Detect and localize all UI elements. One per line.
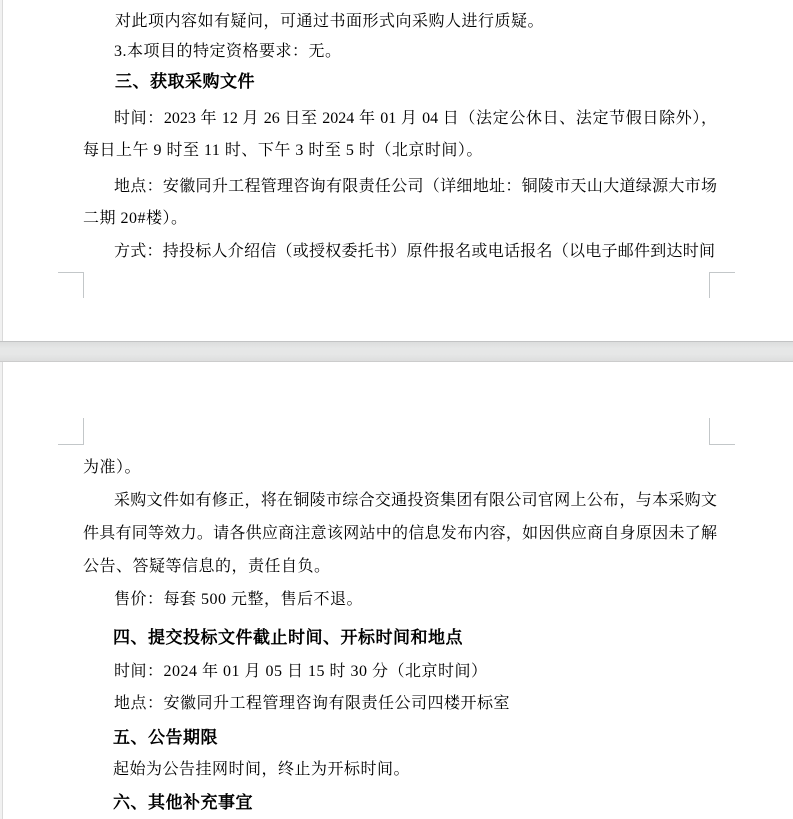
section-heading: 四、提交投标文件截止时间、开标时间和地点 [113,628,463,647]
text-line: 方式：持投标人介绍信（或授权委托书）原件报名或电话报名（以电子邮件到达时间 [114,243,715,260]
text-line: 二期 20#楼）。 [83,210,188,227]
text-line: 时间：2023 年 12 月 26 日至 2024 年 01 月 04 日（法定公休日、法定节假日除外）， [114,110,717,127]
text-line: 每日上午 9 时至 11 时、下午 3 时至 5 时（北京时间）。 [83,142,483,159]
text-line: 件具有同等效力。请各供应商注意该网站中的信息发布内容，如因供应商自身原因未了解 [83,525,717,542]
section-heading: 六、其他补充事宜 [113,793,253,812]
margin-corner-mark [58,444,84,445]
text-line: 采购文件如有修正，将在铜陵市综合交通投资集团有限公司官网上公布，与本采购文 [114,492,717,509]
text-line: 售价：每套 500 元整，售后不退。 [114,591,364,608]
margin-corner-mark [709,272,735,273]
section-heading: 三、获取采购文件 [115,72,255,91]
margin-corner-mark [709,418,710,445]
margin-corner-mark [709,444,735,445]
text-line: 起始为公告挂网时间，终止为开标时间。 [113,761,411,778]
margin-corner-mark [709,272,710,298]
text-line: 时间：2024 年 01 月 05 日 15 时 30 分（北京时间） [114,663,488,680]
margin-corner-mark [58,272,84,273]
workspace-left-gutter [0,0,3,819]
text-line: 为准）。 [83,459,142,476]
page-break-separator [0,341,793,362]
text-line: 对此项内容如有疑问，可通过书面形式向采购人进行质疑。 [115,13,545,30]
text-line: 地点：安徽同升工程管理咨询有限责任公司（详细地址：铜陵市天山大道绿源大市场 [114,178,717,195]
text-line: 地点：安徽同升工程管理咨询有限责任公司四楼开标室 [114,695,511,712]
text-line: 公告、答疑等信息的，责任自负。 [83,558,331,575]
text-line: 3.本项目的特定资格要求：无。 [114,43,342,60]
section-heading: 五、公告期限 [113,728,218,747]
margin-corner-mark [83,418,84,445]
margin-corner-mark [83,272,84,298]
